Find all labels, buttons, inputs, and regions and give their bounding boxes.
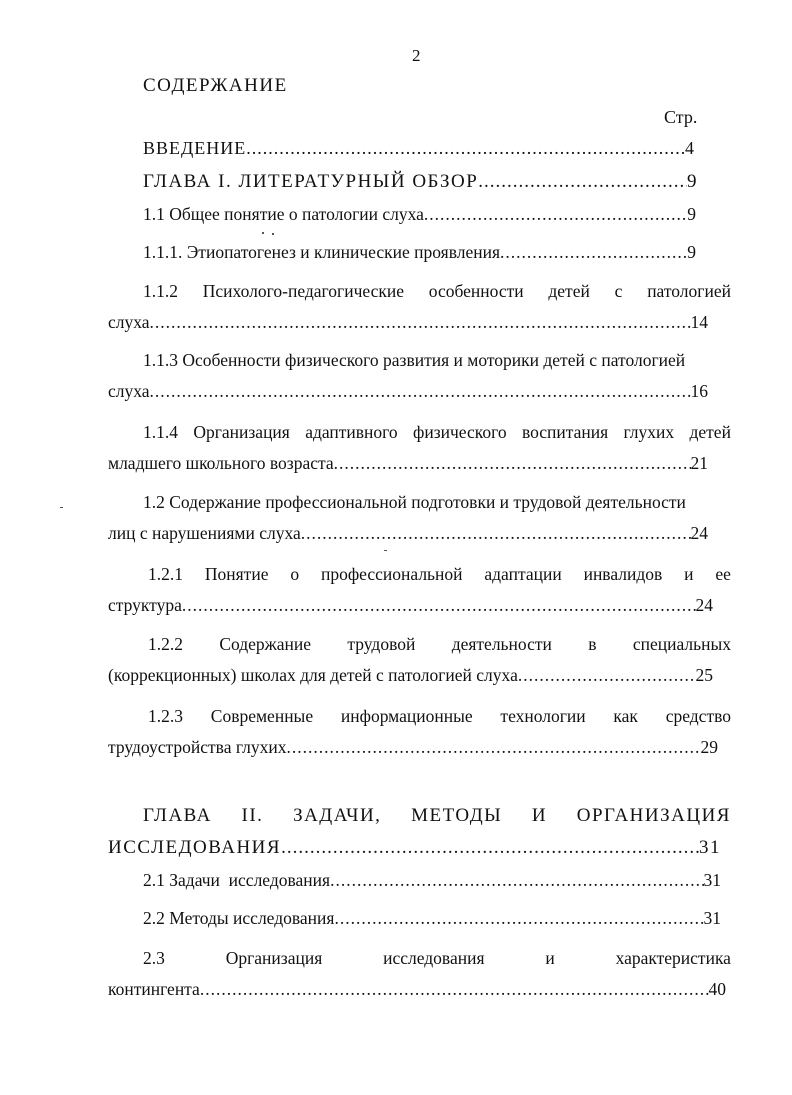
toc-entry-chapter-1[interactable] [143,171,698,193]
toc-label: слуха [108,381,150,401]
toc-entry-1-2-2-line2[interactable] [108,665,713,686]
dot-leader [246,138,685,159]
toc-page: 14 [690,312,708,332]
scan-speck [60,507,63,508]
toc-word: трудовой [347,634,416,654]
toc-label: младшего школьного возраста [108,453,334,473]
page-number: 2 [412,46,421,65]
toc-word: 1.2.2 [148,634,183,654]
toc-word: МЕТОДЫ [411,805,503,826]
dot-leader [518,665,696,686]
toc-word: Содержание [219,634,312,654]
dot-leader [281,837,699,859]
toc-word: как [613,706,638,726]
toc-entry-2-1[interactable] [143,870,721,891]
dot-leader [287,737,701,758]
toc-word: 1.1.2 [143,281,178,301]
dot-leader [330,870,703,891]
dot-leader [478,171,687,193]
toc-entry-1-2-1-line2[interactable] [108,595,713,616]
toc-word: 2.3 [143,948,165,968]
toc-word: профессиональной [320,564,463,584]
toc-label: контингента [108,979,200,999]
toc-word: Организация [225,948,323,968]
toc-word: 1.2.3 [148,706,183,726]
toc-page: 31 [699,837,721,858]
toc-word: Понятие [204,564,269,584]
toc-word: информационные [340,706,473,726]
toc-page: 29 [700,737,718,757]
toc-word: ее [715,564,731,584]
dot-leader [500,242,687,263]
toc-entry-1-1-1[interactable] [143,242,696,263]
toc-label: ВВЕДЕНИЕ [143,138,247,158]
toc-label: 2.1 Задачи исследования [143,870,331,890]
toc-entry-2-2[interactable] [143,908,721,929]
toc-word: детей [548,281,590,301]
dot-leader [334,453,691,474]
scan-speck [384,550,387,551]
toc-word: технологии [500,706,586,726]
toc-page: 9 [687,204,696,224]
toc-word: особенности [428,281,524,301]
toc-entry-chapter-2-line1[interactable] [143,805,731,827]
toc-label: 1.1 Общее понятие о патологии слуха [143,204,424,224]
toc-page: 24 [695,595,713,615]
toc-word: Организация [193,422,290,442]
toc-word: 1.1.4 [143,422,178,442]
toc-label: 2.2 Методы исследования [143,908,335,928]
toc-word: II. [241,805,264,826]
toc-entry-chapter-2-line2[interactable] [108,837,721,859]
toc-label: ГЛАВА I. ЛИТЕРАТУРНЫЙ ОБЗОР [143,171,479,192]
toc-page: 16 [690,381,708,401]
toc-label: структура [108,595,182,615]
toc-entry-1-1-2-line2[interactable] [108,312,708,333]
toc-label: 1.1.1. Этиопатогенез и клинические проявления [143,242,501,262]
toc-word: глухих [623,422,675,442]
toc-entry-intro[interactable] [143,138,695,159]
dot-leader [301,523,691,544]
toc-word: И [531,805,548,826]
toc-word: специальных [632,634,731,654]
toc-entry-1-2-line1[interactable]: 1.2 Содержание профессиональной подготовки и трудовой деятельности [143,492,686,512]
toc-label: ИССЛЕДОВАНИЯ [108,837,282,858]
toc-word: воспитания [521,422,609,442]
toc-word: и [684,564,694,584]
toc-entry-1-1-3-line1[interactable]: 1.1.3 Особенности физического развития и моторики детей с патологией [143,350,686,370]
toc-word: физического [412,422,507,442]
toc-word: патологией [647,281,731,301]
toc-page: 9 [687,171,698,192]
toc-page: 24 [690,523,708,543]
toc-entry-1-2-3-line1[interactable] [148,706,731,727]
toc-page: 4 [685,138,695,158]
toc-entry-1-1-4-line2[interactable] [108,453,708,474]
toc-heading: СОДЕРЖАНИЕ [143,75,288,96]
toc-word: деятельности [451,634,552,654]
toc-word: 1.2.1 [148,564,183,584]
toc-entry-1-1-2-line1[interactable] [143,281,731,302]
toc-word: характеристика [615,948,731,968]
toc-entry-1-2-2-line1[interactable] [148,634,731,655]
toc-entry-1-2-3-line2[interactable] [108,737,718,758]
page-column-header: Стр. [664,107,698,127]
toc-word: и [545,948,555,968]
toc-word: Современные [210,706,314,726]
toc-entry-2-3-line2[interactable] [108,979,726,1000]
toc-word: о [290,564,300,584]
toc-word: Психолого-педагогические [202,281,404,301]
toc-entry-1-1-3-line2[interactable] [108,381,708,402]
toc-label: слуха [108,312,150,332]
dot-leader [150,381,691,402]
dot-leader [334,908,703,929]
toc-word: ГЛАВА [143,805,212,826]
toc-entry-1-1-4-line1[interactable] [143,422,731,443]
toc-label: лиц с нарушениями слуха [108,523,301,543]
dot-leader [200,979,709,1000]
toc-page: 31 [703,870,721,890]
toc-page: 9 [687,242,696,262]
toc-word: адаптивного [305,422,398,442]
toc-word: с [614,281,623,301]
toc-page: 25 [695,665,713,685]
toc-label: (коррекционных) школах для детей с патологией слуха [108,665,518,685]
toc-word: ЗАДАЧИ, [293,805,382,826]
scan-speck [272,233,274,235]
toc-word: адаптации [484,564,562,584]
toc-word: ОРГАНИЗАЦИЯ [576,805,731,826]
toc-entry-1-2-line2[interactable] [108,523,708,544]
toc-word: исследования [383,948,485,968]
dot-leader [424,204,687,225]
toc-entry-1-2-1-line1[interactable] [148,564,731,585]
toc-word: средство [665,706,731,726]
toc-page: 31 [703,908,721,928]
toc-page: 40 [708,979,726,999]
toc-entry-2-3-line1[interactable] [143,948,731,969]
toc-entry-1-1[interactable] [143,204,696,225]
toc-word: детей [689,422,731,442]
dot-leader [182,595,696,616]
scan-speck [262,232,264,234]
toc-label: трудоустройства глухих [108,737,287,757]
toc-word: в [588,634,597,654]
toc-word: инвалидов [583,564,663,584]
dot-leader [150,312,691,333]
toc-page: 21 [690,453,708,473]
